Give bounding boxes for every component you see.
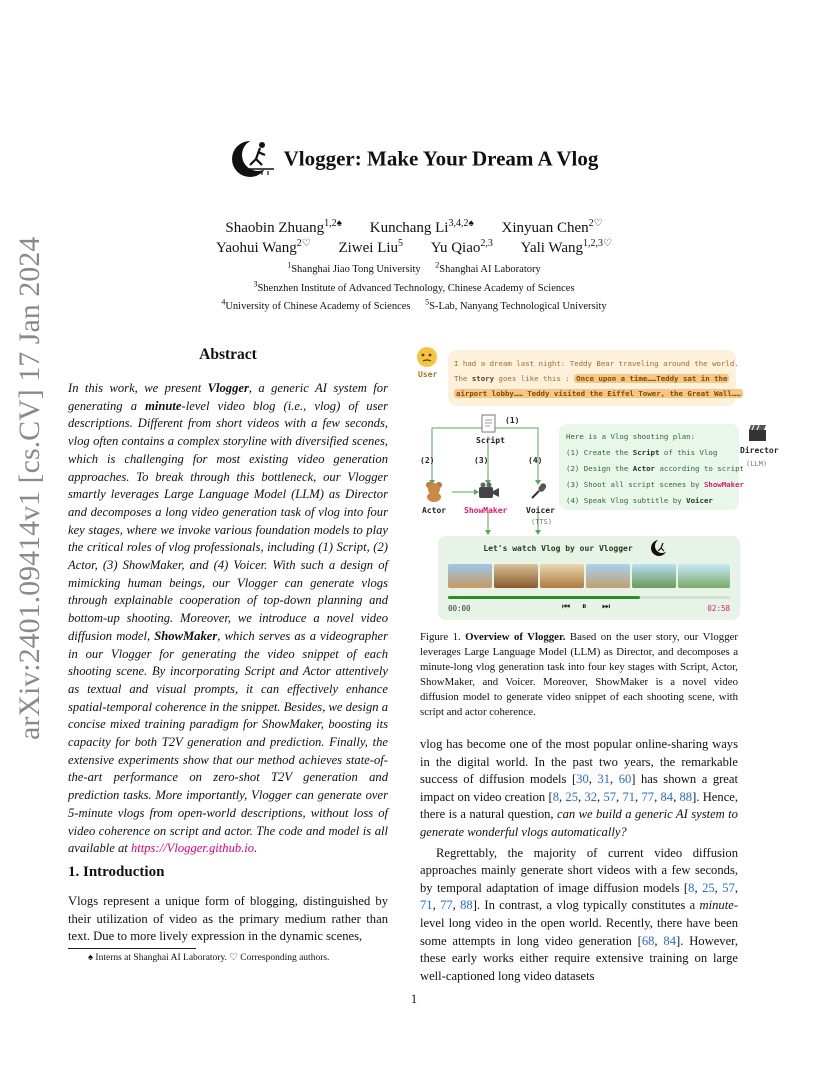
video-frame-4 xyxy=(586,564,630,588)
title-row xyxy=(0,135,828,183)
step-1-label: (1) xyxy=(505,416,520,425)
microphone-icon xyxy=(530,482,548,500)
video-camera-icon xyxy=(478,482,500,500)
footnote-rule xyxy=(68,948,196,949)
author-name: Xinyuan Chen$^{2♡}$ xyxy=(501,218,603,236)
paragraph: vlog has become one of the most popular online-sharing ways in the digital world. In the past two years, the remarkable success of diffusion models [30, 31, 60] has shown a great impact on video creation [8, 25, 32, 57, 71, 77, 84, 88]. Hence, there is a natural question, can we build a generic AI system to generate wonderful vlogs automatically? xyxy=(420,737,739,839)
plan-step-1: (1) Create the Script of this Vlog xyxy=(566,448,718,457)
plan-step-2: (2) Design the Actor according to script xyxy=(566,464,744,473)
plan-title: Here is a Vlog shooting plan: xyxy=(566,432,696,441)
fast-forward-icon[interactable]: ⏭ xyxy=(602,602,611,612)
time-end: 02:58 xyxy=(707,604,730,613)
project-link[interactable]: https://Vlogger.github.io xyxy=(130,841,255,856)
bubble-line-2: The story goes like this : Once upon a time……Teddy sat in the xyxy=(454,374,728,383)
plan-step-3: (3) Shoot all script scenes by ShowMaker xyxy=(566,480,744,489)
step-3-label: (3) xyxy=(474,456,489,465)
video-frame-5 xyxy=(632,564,676,588)
author-name: Yali Wang$^{1,2,3♡}$ xyxy=(520,238,612,256)
step-4-label: (4) xyxy=(528,456,543,465)
vlogger-small-logo-icon xyxy=(650,538,670,558)
voicer-label: Voicer xyxy=(526,506,555,515)
time-start: 00:00 xyxy=(448,604,471,613)
paragraph: Regrettably, the majority of current video diffusion approaches mainly generate short videos with a few seconds, by temporal adaptation of image diffusion models [8, 25, 57, 71, 77, 88]. In contrast, a vlog typically constitutes a minute-level long video in the open world. Recently, there have been some attempts in long video generation [68, 84]. However, these early works either require extensive training on large well-captioned long video datasets xyxy=(420,845,739,983)
abstract-heading: Abstract xyxy=(199,346,257,363)
arxiv-side-stamp: arXiv:2401.09414v1 [cs.CV] 17 Jan 2024 xyxy=(13,236,46,740)
author-name: Ziwei Liu$^5$ xyxy=(338,238,404,256)
llm-label: (LLM) xyxy=(746,460,768,468)
video-frame-6 xyxy=(678,564,730,588)
bubble-line-3: airport lobby…… Teddy visited the Eiffel Tower, the Great Wall…… xyxy=(456,389,741,398)
authors-line-2 xyxy=(0,234,828,258)
rewind-icon[interactable]: ⏮ xyxy=(562,602,571,612)
intro-heading: 1. Introduction xyxy=(68,864,165,880)
footnote: ♠ Interns at Shanghai AI Laboratory. ♡ Corresponding authors. xyxy=(88,953,330,963)
video-frame-3 xyxy=(540,564,584,588)
bubble-line-1: I had a dream last night: Teddy Bear traveling around the world. xyxy=(454,359,739,368)
figure-1 xyxy=(412,340,779,625)
vlog-player-title: Let's watch Vlog by our Vlogger xyxy=(483,544,633,553)
affiliations-line-2: $^3$Shenzhen Institute of Advanced Technology, Chinese Academy of Sciences xyxy=(253,279,575,294)
affiliations-line-1: $^1$Shanghai Jiao Tong University $^2$Shanghai AI Laboratory xyxy=(287,260,541,275)
paper-title: Vlogger: Make Your Dream A Vlog xyxy=(283,146,599,171)
plan-step-4: (4) Speak Vlog subtitle by Voicer xyxy=(566,496,713,505)
intro-body: Vlogs represent a unique form of blogging, distinguished by their utilization of video as the primary medium rather than text. Due to more lively expression in the dynamic scenes, xyxy=(68,894,388,943)
script-document-icon xyxy=(480,414,498,434)
progress-fill xyxy=(448,596,640,599)
video-frame-1 xyxy=(448,564,492,588)
user-label: User xyxy=(418,370,438,379)
vlog-player xyxy=(438,536,740,620)
author-name: Yu Qiao$^{2,3}$ xyxy=(430,238,493,256)
director-label: Director xyxy=(740,446,779,455)
script-label: Script xyxy=(476,436,505,445)
pause-icon[interactable]: ⏸ xyxy=(582,602,587,612)
abstract-body: In this work, we present Vlogger, a generic AI system for generating a minute-level video blog (i.e., vlog) of user descriptions. Different from short videos with a few seconds, vlog often contains a complex storyline with diversified scenes, which is challenging for most existing video generation approaches. To break through this bottleneck, our Vlogger smartly leverages Large Language Model (LLM) as Director and decomposes a long video generation task of vlog into four key stages, where we invoke various foundation models to play the critical roles of vlog professionals, including (1) Script, (2) Actor, (3) ShowMaker, and (4) Voicer. With such a design of mimicking human beings, our Vlogger can generate vlogs through explainable cooperation of top-down planning and bottom-up shooting. Moreover, we introduce a novel video diffusion model, ShowMaker, which serves as a videographer in our Vlogger for generating the video snippet of each shooting scene. By incorporating Script and Actor attentively as textual and visual prompts, it can effectively enhance spatial-temporal coherence in the snippet. Besides, we design a concise mixed training paradigm for ShowMaker, boosting its capacity for both T2V generation and prediction. Finally, the extensive experiments show that our method achieves state-of-the-art performance on zero-shot T2V generation and prediction tasks. More importantly, Vlogger can generate over 5-minute vlogs from open-world descriptions, without loss of video coherence on script and actor. The code and model is all available at https://Vlogger.github.io. xyxy=(68,381,388,856)
actor-label: Actor xyxy=(422,506,447,515)
author-name: Kunchang $Li^{3,4,2♠}$ xyxy=(369,218,474,236)
showmaker-label: ShowMaker xyxy=(464,506,508,515)
tts-label: (TTS) xyxy=(531,518,553,526)
clapperboard-icon xyxy=(748,424,768,442)
page-number: 1 xyxy=(410,992,418,1006)
right-column-body xyxy=(420,736,738,985)
shooting-plan-box xyxy=(559,424,744,510)
step-2-label: (2) xyxy=(420,456,435,465)
vlogger-logo-icon xyxy=(230,135,278,183)
video-frame-2 xyxy=(494,564,538,588)
teddy-bear-icon xyxy=(424,480,444,502)
progress-bar[interactable] xyxy=(448,596,730,599)
author-name: Shaobin Zhuang$^{1,2♠}$ xyxy=(225,218,342,236)
author-name: Yaohui Wang$^{2♡}$ xyxy=(215,238,311,256)
figure-caption: Figure 1. Overview of Vlogger. Based on the user story, our Vlogger leverages Large Language Model (LLM) as Director, and decomposes a minute-long vlog generation task into four key stages with Script, Actor, ShowMaker, and Voicer. Moreover, ShowMaker is a novel video diffusion model to generate video snippet of each shooting scene, with script and actor coherence. xyxy=(420,631,738,718)
affiliations-line-3: $^4$University of Chinese Academy of Sciences $^5$S-Lab, Nanyang Technological University xyxy=(221,297,607,312)
